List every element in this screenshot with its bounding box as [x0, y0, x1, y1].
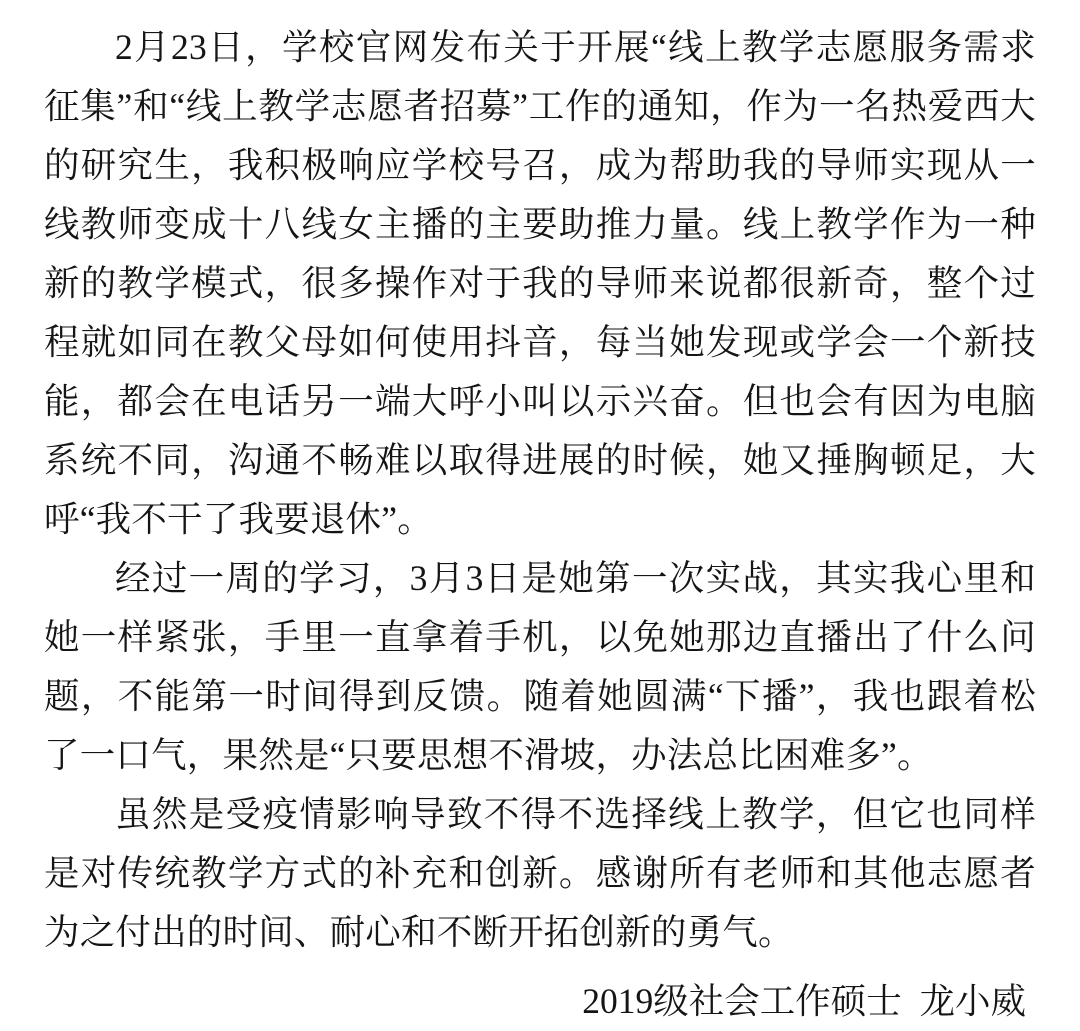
paragraph-3: 虽然是受疫情影响导致不得不选择线上教学，但它也同样是对传统教学方式的补充和创新。感谢所有老师和其他志愿者为之付出的时间、耐心和不断开拓创新的勇气。	[44, 794, 1036, 952]
paragraph-1: 2月23日，学校官网发布关于开展“线上教学志愿服务需求征集”和“线上教学志愿者招募”工作的通知，作为一名热爱西大的研究生，我积极响应学校号召，成为帮助我的导师实现从一线教师变成十八线女主播的主要助推力量。线上教学作为一种新的教学模式，很多操作对于我的导师来说都很新奇，整个过程就如同在教父母如何使用抖音，每当她发现或学会一个新技能，都会在电话另一端大呼小叫以示兴奋。但也会有因为电脑系统不同，沟通不畅难以取得进展的时候，她又捶胸顿足，大呼“我不干了我要退休”。	[44, 27, 1036, 539]
article-body	[44, 18, 1036, 1031]
author-signature: 2019级社会工作硕士 龙小威	[582, 981, 1026, 1021]
paragraph-2: 经过一周的学习，3月3日是她第一次实战，其实我心里和她一样紧张，手里一直拿着手机，以免她那边直播出了什么问题，不能第一时间得到反馈。随着她圆满“下播”，我也跟着松了一口气，果然是“只要思想不滑坡，办法总比困难多”。	[44, 558, 1036, 775]
